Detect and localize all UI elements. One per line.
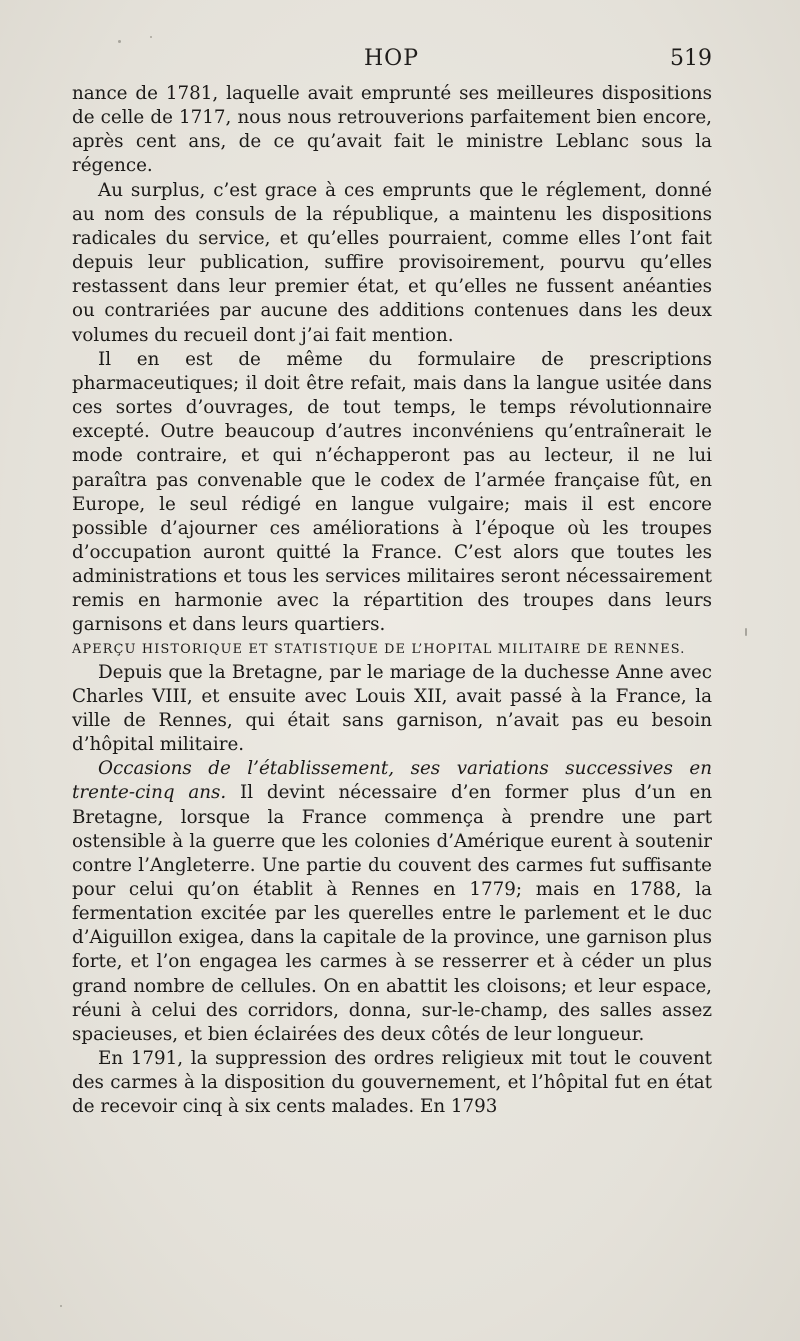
running-head: HOP: [364, 46, 420, 71]
paragraph-formulaire: Il en est de même du formulaire de prescriptions pharmaceutiques; il doit être refait, mais dans la langue usitée dans ces sortes d’ouvrages, de tout temps, le temps révolutionnaire excepté. Outre beaucoup d’autres inconvéniens qu’entraînerait le mode contraire, et qui n’échapperont pas au lecteur, il ne lui paraîtra pas convenable que le codex de l’armée française fût, en Europe, le seul rédigé en langue vulgaire; mais il est encore possible d’ajourner ces améliorations à l’époque où les troupes d’occupation auront quitté la France. C’est alors que toutes les administrations et tous les services militaires seront nécessairement remis en harmonie avec la répartition des troupes dans leurs garnisons et dans leurs quartiers.: [72, 348, 712, 636]
page-header: [72, 46, 712, 80]
paper-speck: [118, 40, 121, 43]
section-heading: APERÇU HISTORIQUE ET STATISTIQUE DE L’HOPITAL MILITAIRE DE RENNES.: [72, 641, 686, 657]
body-text: [72, 82, 712, 1120]
paragraph-bretagne: Depuis que la Bretagne, par le mariage de la duchesse Anne avec Charles VIII, et ensuite avec Louis XII, avait passé à la France, la ville de Rennes, qui était sans garnison, n’avait pas eu besoin d’hôpital militaire.: [72, 661, 712, 756]
paragraph-surplus: Au surplus, c’est grace à ces emprunts que le réglement, donné au nom des consuls de la république, a maintenu les dispositions radicales du service, et qu’elles pourraient, comme elles l’ont fait depuis leur publication, suffire provisoirement, pourvu qu’elles restassent dans leur premier état, et qu’elles ne fussent anéanties ou contrariées par aucune des additions contenues dans les deux volumes du recueil dont j’ai fait mention.: [72, 179, 712, 346]
occasions-text: Il devint nécessaire d’en former plus d’un en Bretagne, lorsque la France commença à prendre une part ostensible à la guerre que les colonies d’Amérique eurent à soutenir contre l’Angleterre. Une partie du couvent des carmes fut suffisante pour celui qu’on établit à Rennes en 1779; mais en 1788, la fermentation excitée par les querelles entre le parlement et le duc d’Aiguillon exigea, dans la capitale de la province, une garnison plus forte, et l’on engagea les carmes à se resserrer et à céder un plus grand nombre de cellules. On en abattit les cloisons; et leur espace, réuni à celui des corridors, donna, sur-le-champ, des salles assez spacieuses, et bien éclairées des deux côtés de leur longueur.: [72, 782, 712, 1045]
paper-speck: [745, 628, 747, 636]
paragraph-occasions: [72, 757, 712, 1047]
occasions-italic-lead: Occasions de l’établissement, ses variations successives en trente-cinq ans.: [72, 758, 712, 804]
page-number: 519: [670, 46, 712, 71]
paragraph-continued: nance de 1781, laquelle avait emprunté ses meilleures dispositions de celle de 1717, nous nous retrouverions parfaitement bien encore, après cent ans, de ce qu’avait fait le ministre Leblanc sous la régence.: [72, 83, 712, 177]
paper-speck: [150, 36, 152, 38]
paper-speck: [60, 1305, 62, 1307]
paragraph-1791: En 1791, la suppression des ordres religieux mit tout le couvent des carmes à la disposition du gouvernement, et l’hôpital fut en état de recevoir cinq à six cents malades. En 1793: [72, 1048, 712, 1118]
